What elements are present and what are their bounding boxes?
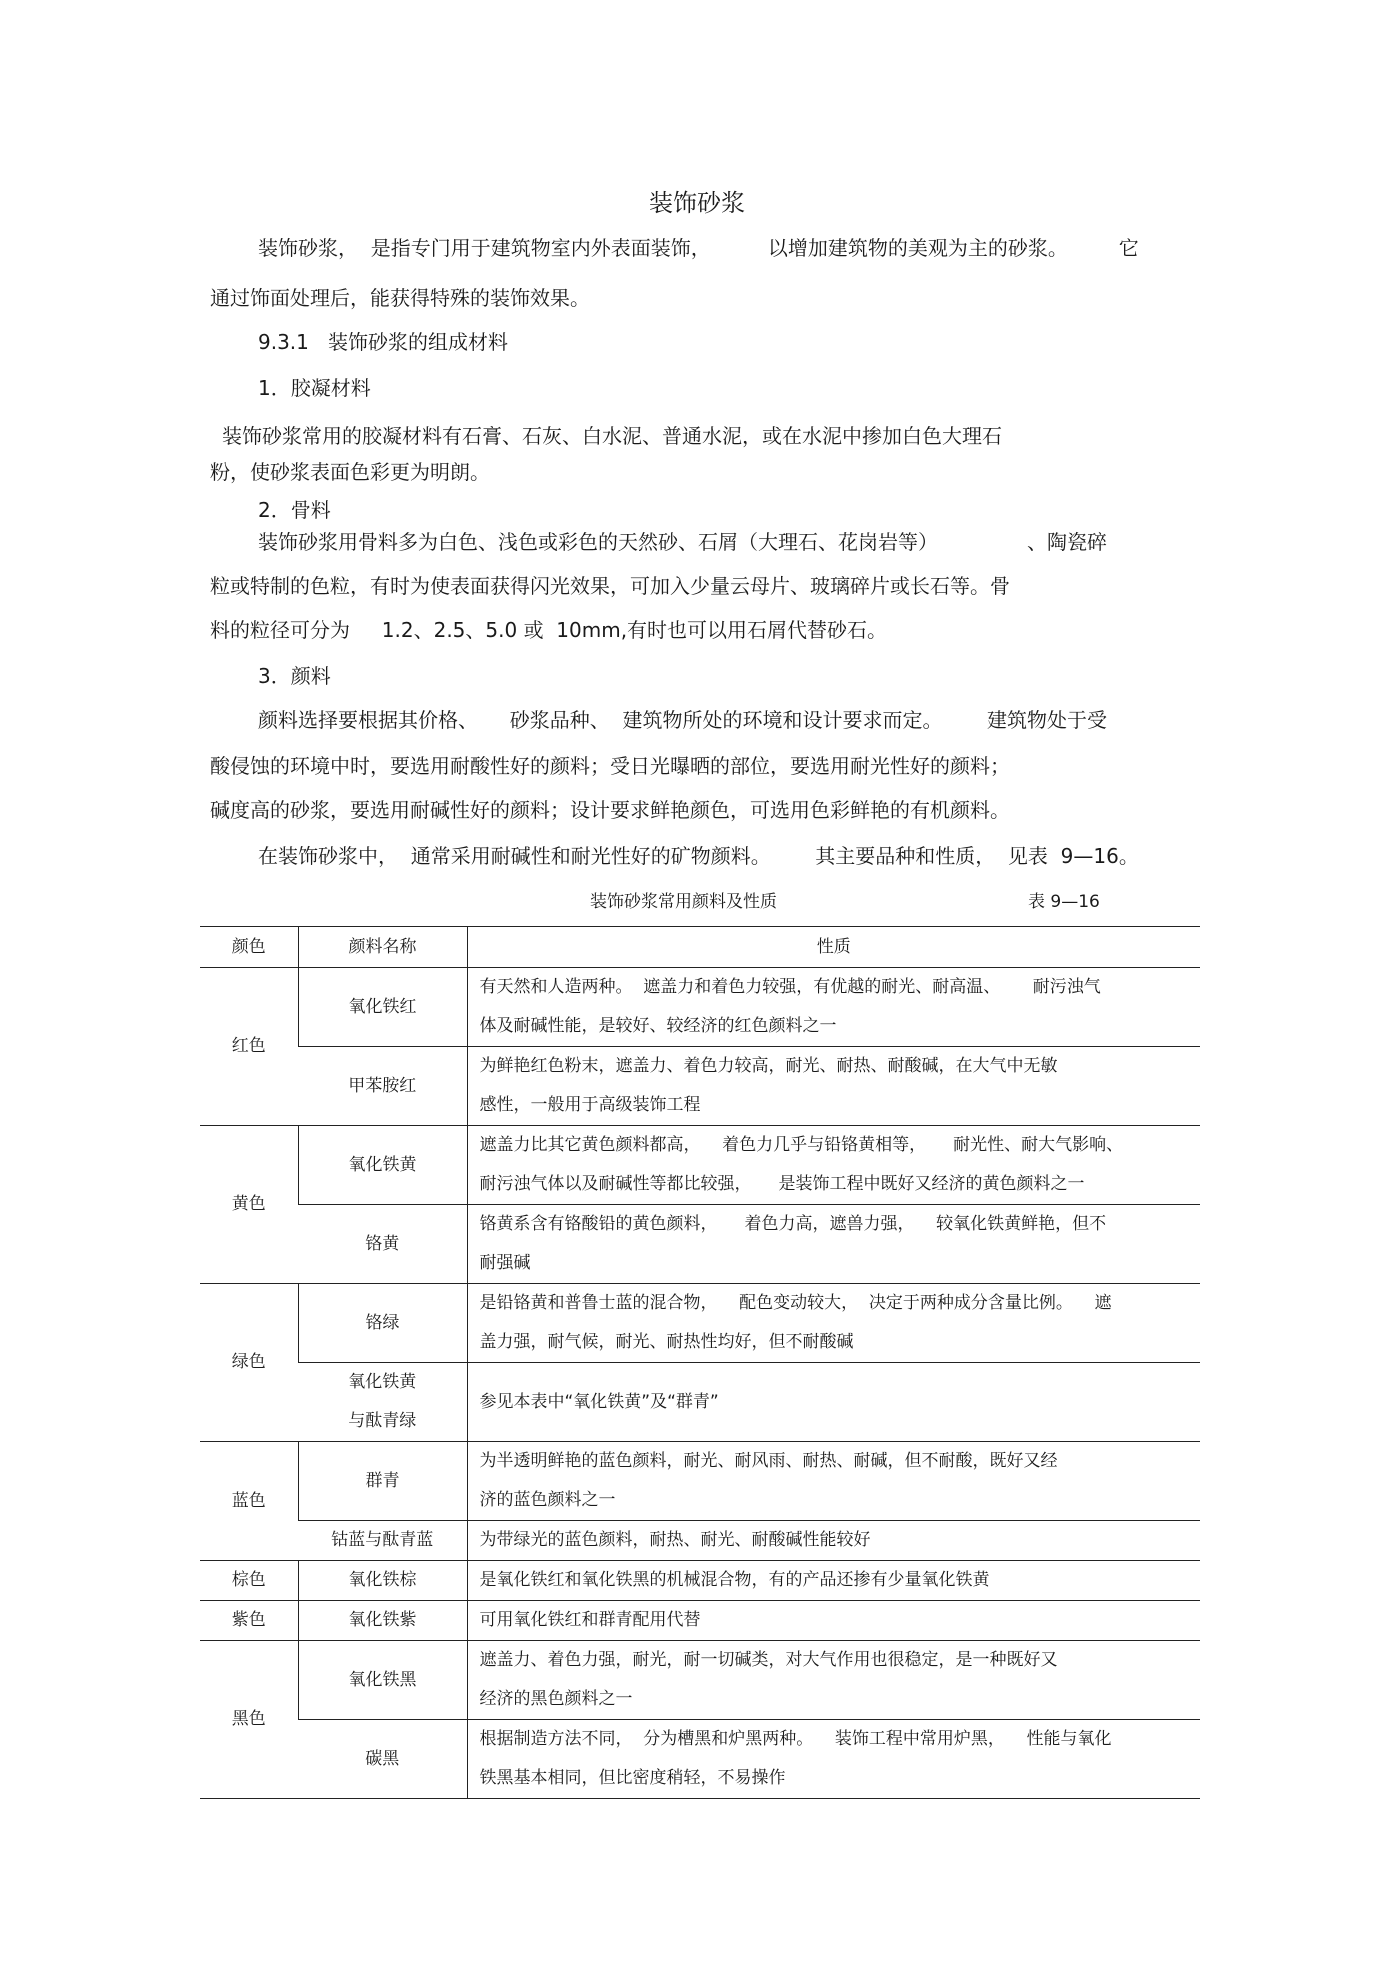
table-row <box>200 1601 1200 1641</box>
cell-property <box>467 1442 1200 1521</box>
cell-pigment-name <box>298 1363 467 1442</box>
table-number: 表 9—16 <box>1028 892 1100 912</box>
table-caption: 装饰砂浆常用颜料及性质 <box>590 892 777 912</box>
table-row <box>200 1442 1200 1521</box>
item-1-line-2: 粉，使砂浆表面色彩更为明朗。 <box>210 460 490 484</box>
cell-property <box>467 1126 1200 1205</box>
header-name: 颜料名称 <box>298 927 467 968</box>
cell-pigment-name: 铬绿 <box>298 1284 467 1363</box>
property-line: 体及耐碱性能，是较好、较经济的红色颜料之一 <box>479 1016 837 1036</box>
document-title: 装饰砂浆 <box>649 189 745 217</box>
cell-pigment-name: 甲苯胺红 <box>298 1047 467 1126</box>
cell-property <box>467 1363 1200 1442</box>
cell-property <box>467 1561 1200 1601</box>
cell-color: 红色 <box>200 968 298 1126</box>
item-3-heading: 3．颜料 <box>258 664 331 688</box>
item-3-line-1: 颜料选择要根据其价格、 砂浆品种、 建筑物所处的环境和设计要求而定。 建筑物处于受 <box>258 708 1108 732</box>
property-line: 感性，一般用于高级装饰工程 <box>479 1095 701 1115</box>
cell-color: 蓝色 <box>200 1442 298 1561</box>
item-3-line-4: 在装饰砂浆中， 通常采用耐碱性和耐光性好的矿物颜料。 其主要品种和性质， 见表 9—16。 <box>258 844 1139 868</box>
item-1-heading: 1．胶凝材料 <box>258 376 371 400</box>
item-1-line-1: 装饰砂浆常用的胶凝材料有石膏、石灰、白水泥、普通水泥，或在水泥中掺加白色大理石 <box>222 424 1002 448</box>
cell-color: 紫色 <box>200 1601 298 1641</box>
cell-color: 绿色 <box>200 1284 298 1442</box>
table-row <box>200 1284 1200 1363</box>
property-line: 参见本表中“氧化铁黄”及“群青” <box>479 1391 719 1412</box>
cell-pigment-name: 氧化铁红 <box>298 968 467 1047</box>
property-line: 有天然和人造两种。 遮盖力和着色力较强，有优越的耐光、耐高温、 耐污浊气 <box>479 977 1101 997</box>
property-line: 根据制造方法不同， 分为槽黑和炉黑两种。 装饰工程中常用炉黑， 性能与氧化 <box>479 1729 1112 1749</box>
cell-property <box>467 1521 1200 1561</box>
cell-pigment-name: 钴蓝与酞青蓝 <box>298 1521 467 1561</box>
table-row <box>200 1205 1200 1284</box>
property-line: 是氧化铁红和氧化铁黑的机械混合物，有的产品还掺有少量氧化铁黄 <box>479 1570 990 1590</box>
property-line: 铁黑基本相同，但比密度稍轻，不易操作 <box>479 1768 786 1788</box>
cell-pigment-name: 铬黄 <box>298 1205 467 1284</box>
intro-line-1: 装饰砂浆， 是指专门用于建筑物室内外表面装饰， 以增加建筑物的美观为主的砂浆。 它 <box>258 236 1139 260</box>
table-row <box>200 1641 1200 1720</box>
cell-color: 黄色 <box>200 1126 298 1284</box>
cell-property <box>467 1641 1200 1720</box>
header-color: 颜色 <box>200 927 298 968</box>
property-line: 铬黄系含有铬酸铅的黄色颜料， 着色力高，遮兽力强， 较氧化铁黄鲜艳，但不 <box>479 1214 1107 1234</box>
item-2-heading: 2．骨料 <box>258 498 331 522</box>
cell-pigment-name: 氧化铁棕 <box>298 1561 467 1601</box>
cell-property <box>467 1047 1200 1126</box>
cell-property <box>467 1205 1200 1284</box>
item-2-line-1: 装饰砂浆用骨料多为白色、浅色或彩色的天然砂、石屑（大理石、花岗岩等） 、陶瓷碎 <box>258 530 1108 554</box>
cell-property <box>467 1720 1200 1799</box>
property-line: 盖力强，耐气候，耐光、耐热性均好，但不耐酸碱 <box>479 1332 854 1352</box>
cell-pigment-name: 碳黑 <box>298 1720 467 1799</box>
cell-color: 棕色 <box>200 1561 298 1601</box>
table-row <box>200 1126 1200 1205</box>
cell-pigment-name: 群青 <box>298 1442 467 1521</box>
property-line: 济的蓝色颜料之一 <box>479 1490 616 1510</box>
table-row <box>200 968 1200 1047</box>
table-row <box>200 1047 1200 1126</box>
cell-color: 黑色 <box>200 1641 298 1799</box>
cell-pigment-name: 氧化铁黑 <box>298 1641 467 1720</box>
property-line: 为半透明鲜艳的蓝色颜料，耐光、耐风雨、耐热、耐碱，但不耐酸，既好又经 <box>479 1451 1058 1471</box>
table-header-row <box>200 927 1200 968</box>
item-3-line-3: 碱度高的砂浆，要选用耐碱性好的颜料；设计要求鲜艳颜色，可选用色彩鲜艳的有机颜料。 <box>210 798 1010 822</box>
pigment-name-line: 氧化铁黄 <box>348 1372 417 1392</box>
table-row <box>200 1521 1200 1561</box>
pigment-table <box>200 926 1200 1799</box>
intro-line-2: 通过饰面处理后，能获得特殊的装饰效果。 <box>210 286 590 310</box>
property-line: 遮盖力、着色力强，耐光，耐一切碱类，对大气作用也很稳定，是一种既好又 <box>479 1650 1058 1670</box>
cell-property <box>467 1284 1200 1363</box>
property-line: 可用氧化铁红和群青配用代替 <box>479 1610 701 1630</box>
property-line: 经济的黑色颜料之一 <box>479 1689 633 1709</box>
table-row <box>200 1363 1200 1442</box>
item-2-line-3: 料的粒径可分为 1.2、2.5、5.0 或 10mm,有时也可以用石屑代替砂石。 <box>210 618 888 642</box>
cell-property <box>467 968 1200 1047</box>
cell-pigment-name: 氧化铁紫 <box>298 1601 467 1641</box>
section-heading: 9.3.1 装饰砂浆的组成材料 <box>258 330 508 354</box>
table-row <box>200 1561 1200 1601</box>
property-line: 为鲜艳红色粉末，遮盖力、着色力较高，耐光、耐热、耐酸碱，在大气中无敏 <box>479 1056 1058 1076</box>
item-3-line-2: 酸侵蚀的环境中时，要选用耐酸性好的颜料；受日光曝晒的部位，要选用耐光性好的颜料； <box>210 754 1010 778</box>
pigment-name-line: 与酞青绿 <box>348 1411 417 1431</box>
property-line: 是铅铬黄和普鲁士蓝的混合物， 配色变动较大， 决定于两种成分含量比例。 遮 <box>479 1293 1112 1313</box>
property-line: 遮盖力比其它黄色颜料都高， 着色力几乎与铅铬黄相等， 耐光性、耐大气影响、 <box>479 1135 1124 1155</box>
cell-property <box>467 1601 1200 1641</box>
header-property: 性质 <box>467 927 1200 968</box>
property-line: 耐强碱 <box>479 1253 531 1273</box>
property-line: 耐污浊气体以及耐碱性等都比较强， 是装饰工程中既好又经济的黄色颜料之一 <box>479 1174 1085 1194</box>
cell-pigment-name: 氧化铁黄 <box>298 1126 467 1205</box>
table-row <box>200 1720 1200 1799</box>
property-line: 为带绿光的蓝色颜料，耐热、耐光、耐酸碱性能较好 <box>479 1530 871 1550</box>
item-2-line-2: 粒或特制的色粒，有时为使表面获得闪光效果，可加入少量云母片、玻璃碎片或长石等。骨 <box>210 574 1010 598</box>
